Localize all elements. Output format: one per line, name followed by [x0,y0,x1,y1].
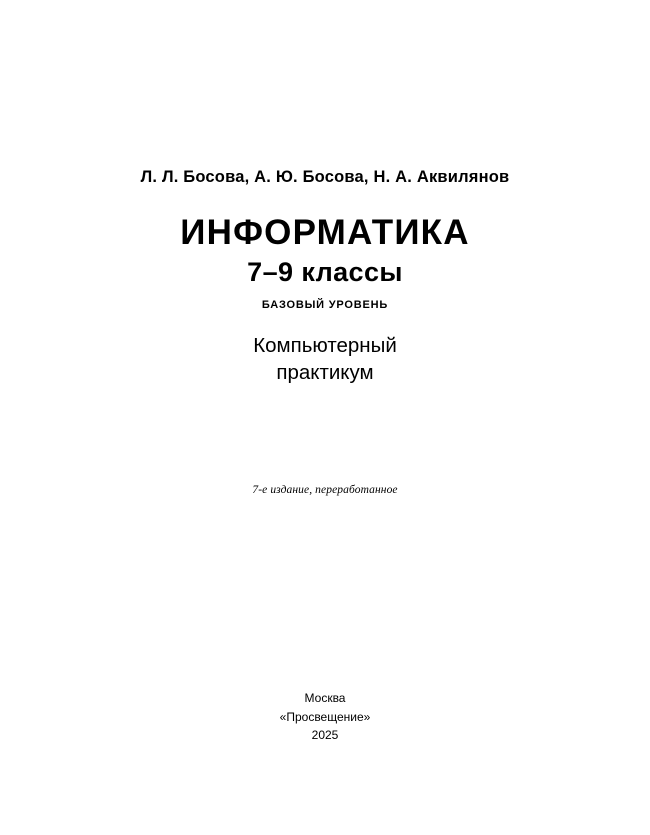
title-block [0,168,650,386]
imprint-city: Москва [304,691,346,705]
page-title: ИНФОРМАТИКА [180,213,470,252]
imprint-publisher: «Просвещение» [279,709,371,724]
subtitle-block [0,333,650,385]
imprint-block [0,689,650,745]
imprint-year: 2025 [311,728,339,743]
level-line: БАЗОВЫЙ УРОВЕНЬ [261,299,389,312]
subtitle-line-2: практикум [276,360,374,384]
subtitle-line-1: Компьютерный [253,334,397,358]
grades-line: 7–9 классы [247,256,403,287]
authors-line: Л. Л. Босова, А. Ю. Босова, Н. А. Аквилянов [140,168,510,186]
edition-note: 7-е издание, переработанное [252,484,398,496]
